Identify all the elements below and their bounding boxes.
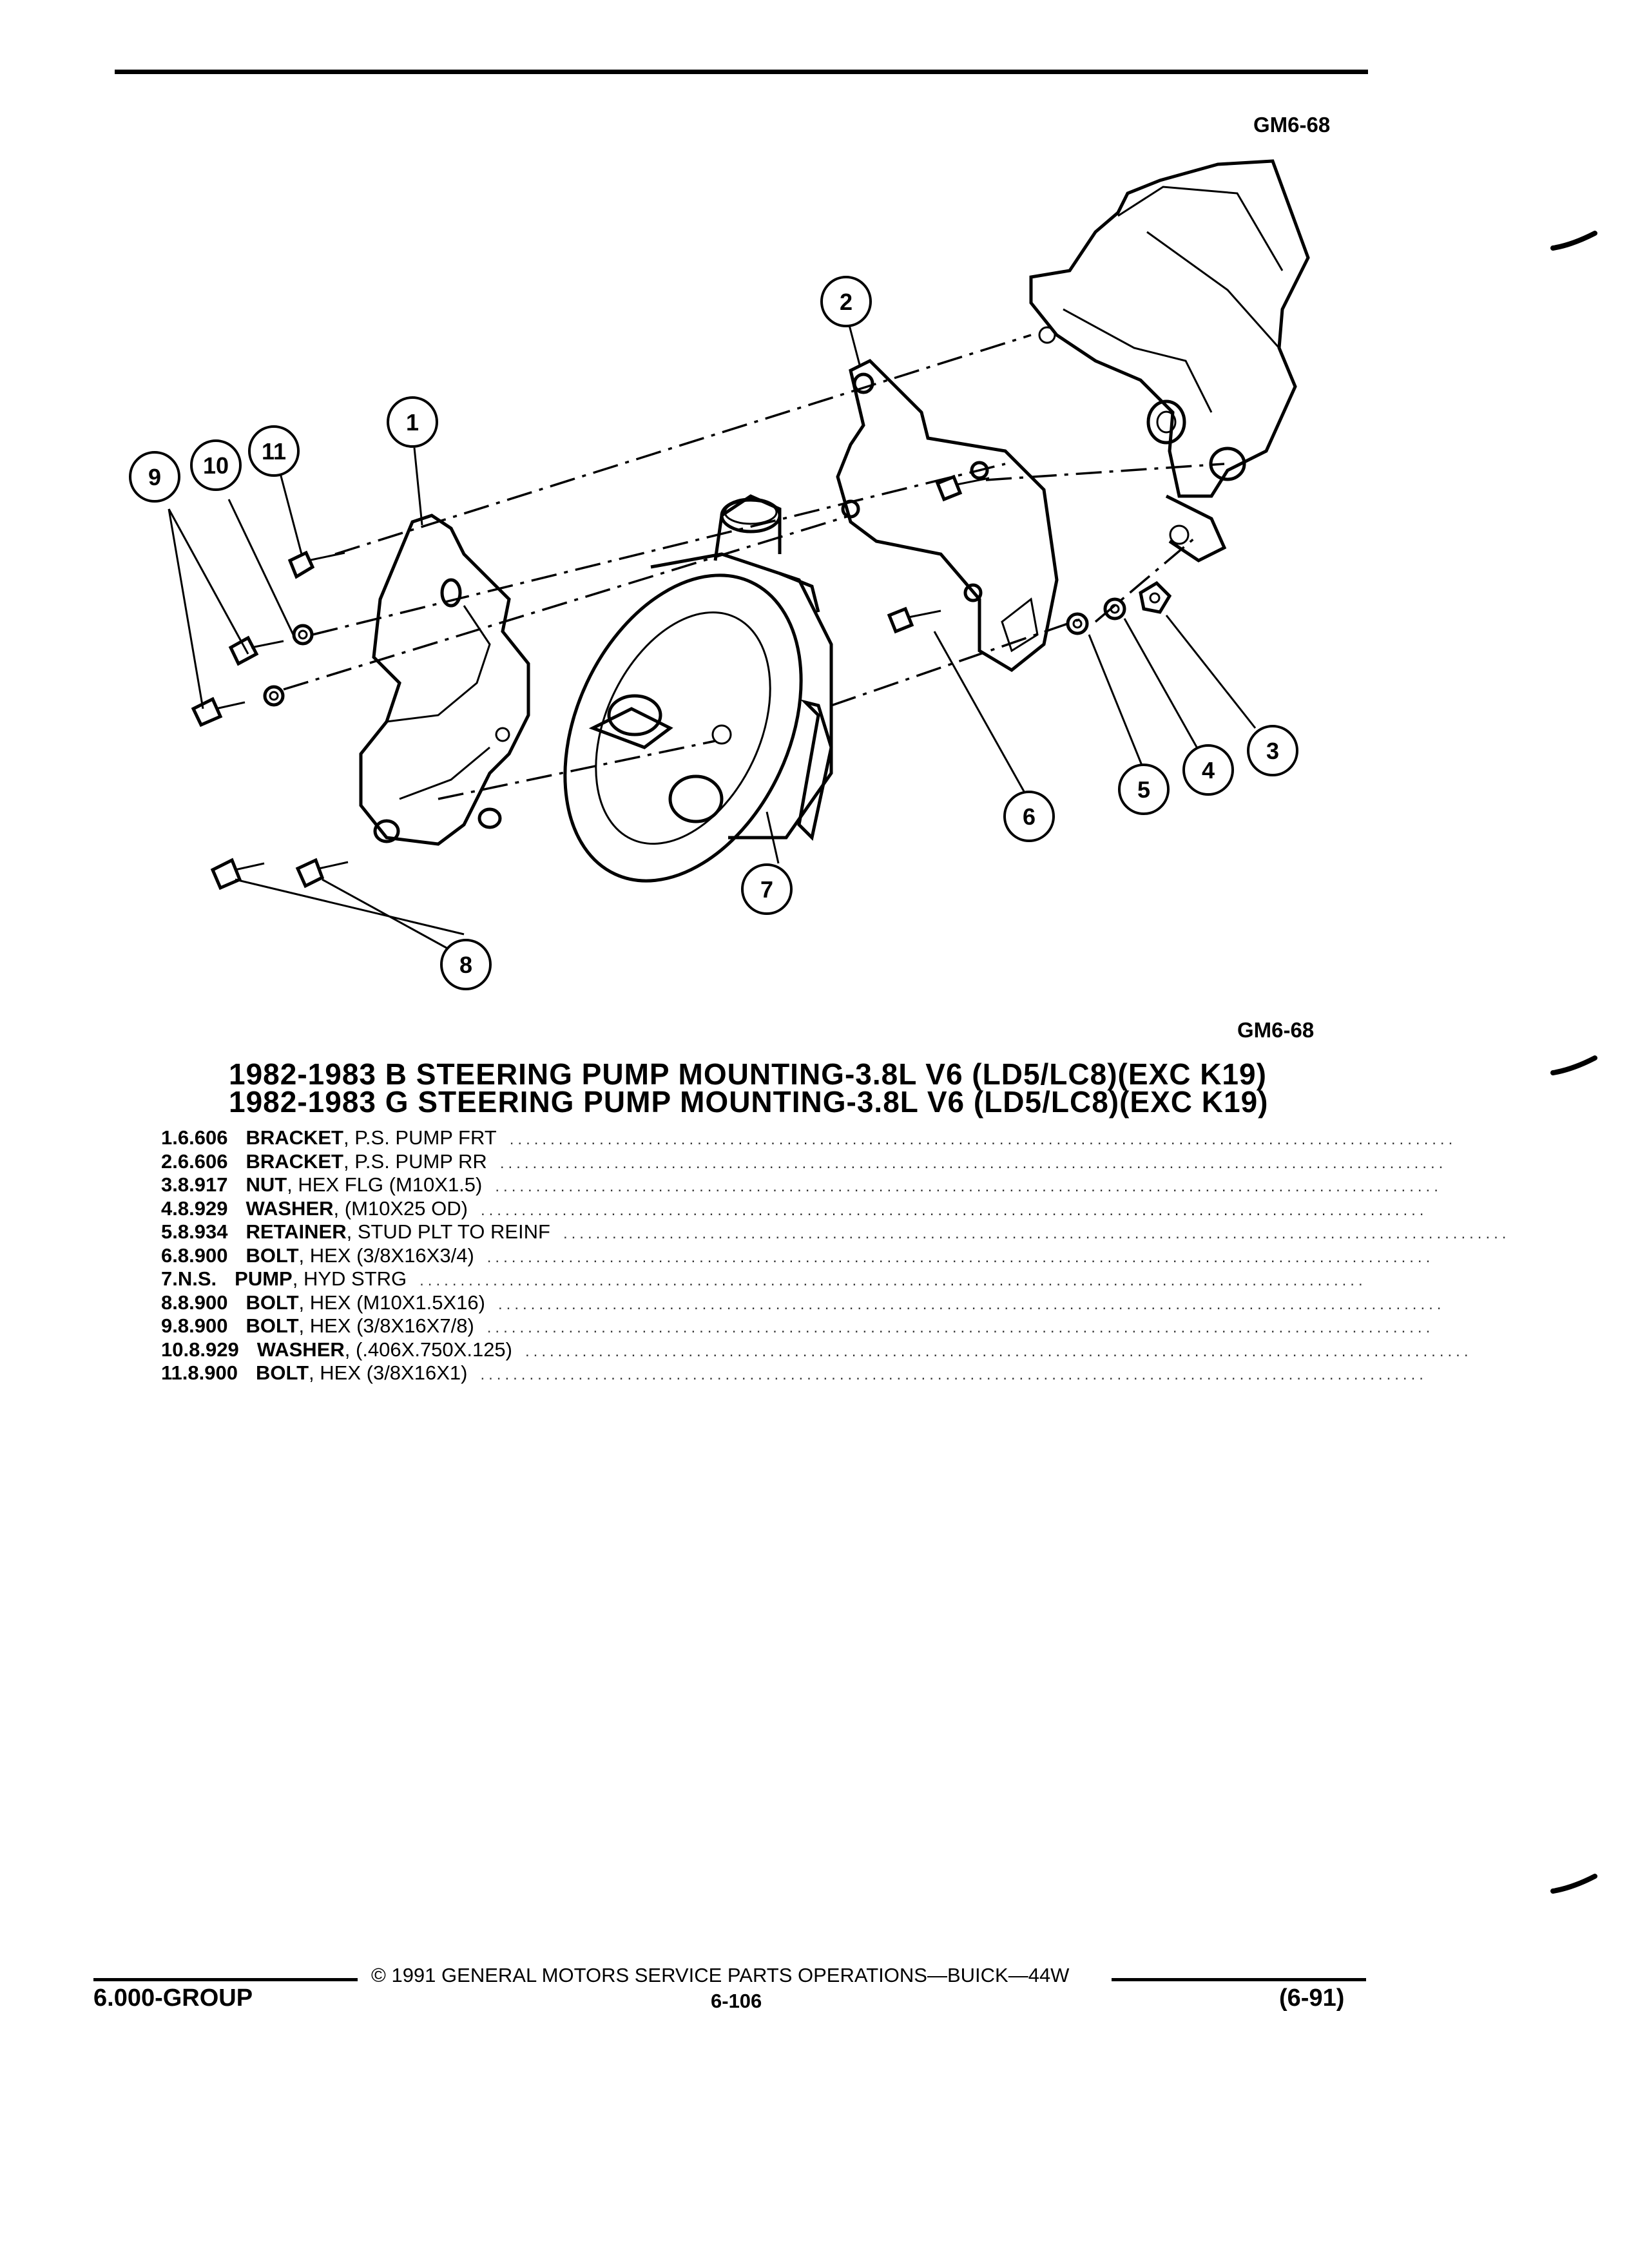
list-item — [161, 1126, 1457, 1150]
part-description: , (.406X.750X.125) — [344, 1338, 512, 1361]
group-number: 6.606 — [177, 1149, 228, 1173]
list-item — [161, 1267, 1367, 1291]
part-description: , (M10X25 OD) — [333, 1196, 468, 1220]
page-number: 6-106 — [711, 1990, 762, 2012]
steering-pump-illustration — [519, 496, 847, 919]
callout-4 — [1184, 745, 1233, 794]
list-item — [161, 1361, 1427, 1385]
item-number: 4. — [161, 1196, 178, 1220]
leader-dots: .................................................................................................................... — [497, 1295, 1445, 1313]
part-name: BOLT — [246, 1244, 299, 1267]
callout-label: 8 — [459, 952, 473, 978]
callout-10 — [191, 441, 240, 490]
part-name: WASHER — [246, 1196, 334, 1220]
group-number: 8.934 — [177, 1220, 228, 1243]
group-number: N.S. — [177, 1267, 217, 1290]
part-name: BRACKET — [246, 1149, 343, 1173]
part-name: WASHER — [256, 1338, 345, 1361]
group-number: 8.900 — [177, 1314, 228, 1337]
leader-dots: .................................................................................................................... — [487, 1319, 1434, 1336]
leader-dots: .................................................................................................................... — [499, 1154, 1447, 1172]
list-item — [161, 1173, 1442, 1197]
engine-block-illustration — [1031, 161, 1308, 561]
part-name: BRACKET — [246, 1126, 343, 1149]
part-description: , P.S. PUMP RR — [343, 1149, 487, 1173]
list-item — [161, 1338, 1472, 1362]
revision-date: (6-91) — [1279, 1984, 1345, 2012]
group-number: 8.917 — [177, 1173, 228, 1196]
callout-label: 11 — [261, 438, 287, 465]
callout-2 — [822, 277, 871, 326]
callout-label: 7 — [760, 876, 774, 903]
item-number: 2. — [161, 1149, 178, 1173]
callout-7 — [742, 865, 791, 914]
item-number: 9. — [161, 1314, 178, 1337]
title-b-body: 1982-1983 B STEERING PUMP MOUNTING-3.8L V6 (LD5/LC8)(EXC K19) — [229, 1057, 1267, 1091]
part-name: BOLT — [246, 1291, 299, 1314]
leader-dots: .................................................................................................................... — [495, 1178, 1442, 1195]
leader-dots: .................................................................................................................... — [487, 1248, 1434, 1266]
list-item — [161, 1220, 1510, 1244]
group-label: 6.000-GROUP — [93, 1984, 253, 2012]
figure-code-top: GM6-68 — [1253, 113, 1331, 137]
part-description: , P.S. PUMP FRT — [343, 1126, 497, 1149]
leader-dots: .................................................................................................................... — [509, 1131, 1457, 1148]
footer-rule-right — [1112, 1978, 1366, 1981]
list-item — [161, 1149, 1447, 1174]
list-item — [161, 1314, 1434, 1338]
rear-bracket-illustration — [838, 361, 1057, 670]
parts-list — [161, 1126, 1510, 1385]
part-name: PUMP — [235, 1267, 293, 1290]
front-bracket-illustration — [361, 515, 528, 844]
leader-dots: .................................................................................................................... — [480, 1201, 1428, 1219]
item-number: 7. — [161, 1267, 178, 1290]
callout-11 — [249, 427, 298, 476]
callout-5 — [1119, 765, 1168, 814]
list-item — [161, 1196, 1428, 1221]
part-description: , HEX FLG (M10X1.5) — [287, 1173, 483, 1196]
leader-dots: .................................................................................................................... — [563, 1225, 1510, 1242]
part-name: BOLT — [246, 1314, 299, 1337]
part-name: BOLT — [255, 1361, 309, 1384]
group-number: 8.900 — [188, 1361, 238, 1384]
list-item — [161, 1244, 1434, 1268]
item-number: 1. — [161, 1126, 178, 1149]
group-number: 8.929 — [189, 1338, 239, 1361]
item-number: 10. — [161, 1338, 189, 1361]
group-number: 8.929 — [177, 1196, 228, 1220]
leader-dots: .................................................................................................................... — [419, 1272, 1367, 1289]
callout-label: 4 — [1201, 757, 1215, 783]
title-g-body: 1982-1983 G STEERING PUMP MOUNTING-3.8L V6 (LD5/LC8)(EXC K19) — [229, 1085, 1269, 1119]
callout-label: 10 — [202, 452, 229, 479]
part-name: RETAINER — [246, 1220, 347, 1243]
part-description: , HEX (3/8X16X1) — [309, 1361, 468, 1384]
callout-label: 2 — [839, 289, 853, 315]
figure-code-bottom: GM6-68 — [1237, 1018, 1315, 1042]
part-description: , HEX (3/8X16X3/4) — [298, 1244, 474, 1267]
part-description: , HEX (3/8X16X7/8) — [298, 1314, 474, 1337]
leader-dots: .................................................................................................................... — [480, 1366, 1427, 1383]
item-number: 8. — [161, 1291, 178, 1314]
callout-9 — [130, 452, 179, 501]
part-description: , HYD STRG — [292, 1267, 407, 1290]
footer-rule-left — [93, 1978, 358, 1981]
callout-1 — [388, 398, 437, 447]
group-number: 6.606 — [177, 1126, 228, 1149]
item-number: 11. — [161, 1361, 188, 1384]
part-description: , HEX (M10X1.5X16) — [298, 1291, 485, 1314]
leader-dots: .................................................................................................................... — [525, 1342, 1472, 1360]
item-number: 3. — [161, 1173, 178, 1196]
callout-6 — [1005, 792, 1054, 841]
callout-label: 1 — [405, 409, 419, 436]
item-number: 5. — [161, 1220, 178, 1243]
copyright-line: © 1991 GENERAL MOTORS SERVICE PARTS OPERATIONS—BUICK—44W — [371, 1964, 1070, 1986]
group-number: 8.900 — [177, 1291, 228, 1314]
callout-label: 5 — [1137, 776, 1151, 803]
callout-label: 3 — [1266, 738, 1280, 764]
callout-8 — [441, 940, 490, 989]
list-item — [161, 1291, 1445, 1315]
exploded-diagram — [0, 0, 1629, 1005]
part-name: NUT — [246, 1173, 287, 1196]
callout-label: 6 — [1022, 803, 1036, 830]
part-description: , STUD PLT TO REINF — [346, 1220, 550, 1243]
callout-label: 9 — [148, 464, 162, 490]
item-number: 6. — [161, 1244, 178, 1267]
callout-3 — [1248, 726, 1297, 775]
group-number: 8.900 — [177, 1244, 228, 1267]
